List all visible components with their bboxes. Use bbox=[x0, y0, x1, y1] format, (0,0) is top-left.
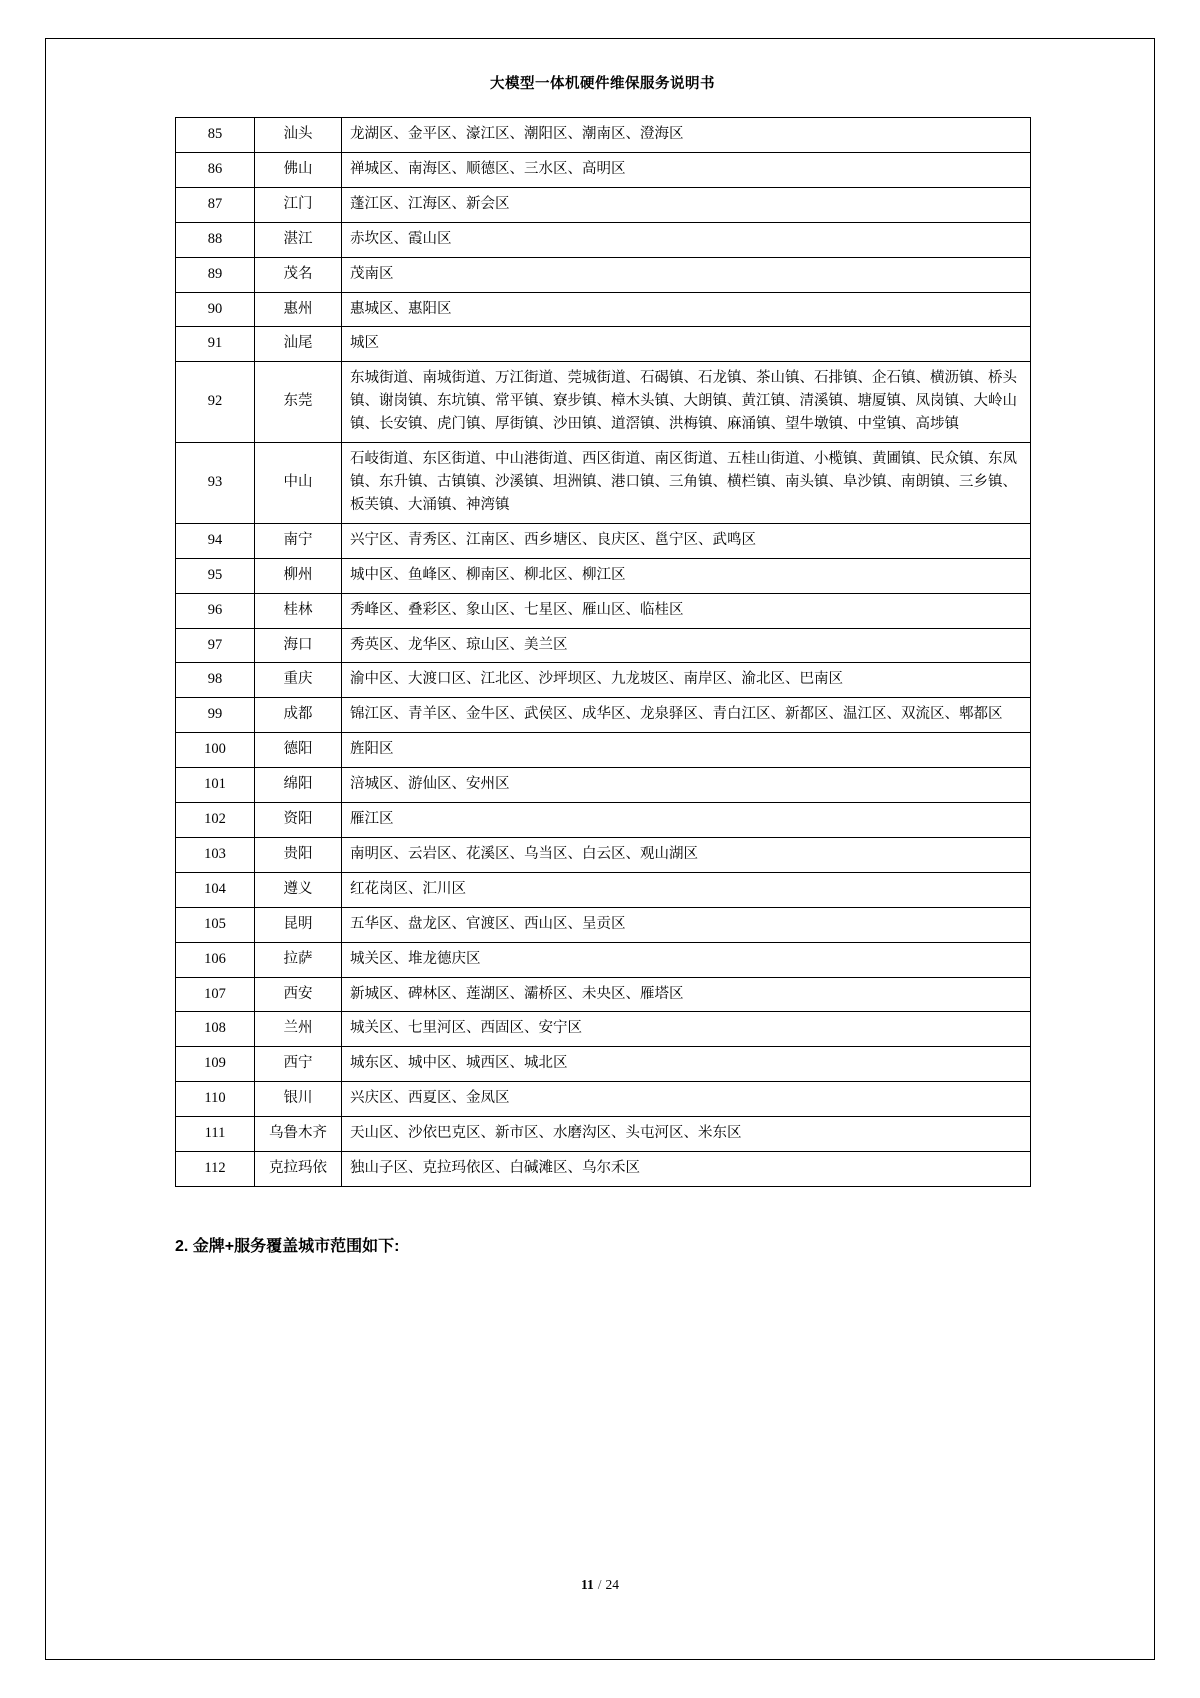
table-row bbox=[176, 1047, 1031, 1082]
row-areas: 东城街道、南城街道、万江街道、莞城街道、石碣镇、石龙镇、茶山镇、石排镇、企石镇、横沥镇、桥头镇、谢岗镇、东坑镇、常平镇、寮步镇、樟木头镇、大朗镇、黄江镇、清溪镇、塘厦镇、凤岗镇、大岭山镇、长安镇、虎门镇、厚街镇、沙田镇、道滘镇、洪梅镇、麻涌镇、望牛墩镇、中堂镇、高埗镇 bbox=[342, 362, 1031, 443]
row-areas: 兴庆区、西夏区、金凤区 bbox=[342, 1082, 1031, 1117]
row-index: 100 bbox=[176, 733, 255, 768]
row-index: 102 bbox=[176, 803, 255, 838]
row-areas: 城关区、七里河区、西固区、安宁区 bbox=[342, 1012, 1031, 1047]
row-areas: 五华区、盘龙区、官渡区、西山区、呈贡区 bbox=[342, 907, 1031, 942]
row-areas: 兴宁区、青秀区、江南区、西乡塘区、良庆区、邕宁区、武鸣区 bbox=[342, 523, 1031, 558]
page-content bbox=[175, 72, 1030, 1256]
row-city: 海口 bbox=[255, 628, 342, 663]
row-index: 93 bbox=[176, 443, 255, 524]
row-areas: 红花岗区、汇川区 bbox=[342, 872, 1031, 907]
table-row bbox=[176, 1012, 1031, 1047]
row-areas: 秀英区、龙华区、琼山区、美兰区 bbox=[342, 628, 1031, 663]
row-index: 106 bbox=[176, 942, 255, 977]
table-row bbox=[176, 1152, 1031, 1187]
table-row bbox=[176, 698, 1031, 733]
row-city: 遵义 bbox=[255, 872, 342, 907]
row-areas: 城关区、堆龙德庆区 bbox=[342, 942, 1031, 977]
row-areas: 石岐街道、东区街道、中山港街道、西区街道、南区街道、五桂山街道、小榄镇、黄圃镇、民众镇、东凤镇、东升镇、古镇镇、沙溪镇、坦洲镇、港口镇、三角镇、横栏镇、南头镇、阜沙镇、南朗镇、三乡镇、板芙镇、大涌镇、神湾镇 bbox=[342, 443, 1031, 524]
table-row bbox=[176, 327, 1031, 362]
table-row bbox=[176, 118, 1031, 153]
table-row bbox=[176, 872, 1031, 907]
table-row bbox=[176, 907, 1031, 942]
row-areas: 城东区、城中区、城西区、城北区 bbox=[342, 1047, 1031, 1082]
row-index: 90 bbox=[176, 292, 255, 327]
row-areas: 涪城区、游仙区、安州区 bbox=[342, 768, 1031, 803]
row-index: 89 bbox=[176, 257, 255, 292]
row-areas: 锦江区、青羊区、金牛区、武侯区、成华区、龙泉驿区、青白江区、新都区、温江区、双流区、郫都区 bbox=[342, 698, 1031, 733]
row-city-text: 乌鲁木齐 bbox=[269, 1124, 327, 1141]
document-header-title: 大模型一体机硬件维保服务说明书 bbox=[490, 76, 715, 92]
section-heading: 2. 金牌+服务覆盖城市范围如下: bbox=[175, 1238, 400, 1255]
table-row bbox=[176, 593, 1031, 628]
row-index: 111 bbox=[176, 1117, 255, 1152]
row-city: 贵阳 bbox=[255, 837, 342, 872]
row-city: 重庆 bbox=[255, 663, 342, 698]
row-city bbox=[255, 1152, 342, 1187]
row-city: 南宁 bbox=[255, 523, 342, 558]
table-row bbox=[176, 663, 1031, 698]
row-areas: 茂南区 bbox=[342, 257, 1031, 292]
table-row bbox=[176, 187, 1031, 222]
row-index: 92 bbox=[176, 362, 255, 443]
row-areas: 秀峰区、叠彩区、象山区、七星区、雁山区、临桂区 bbox=[342, 593, 1031, 628]
row-areas: 渝中区、大渡口区、江北区、沙坪坝区、九龙坡区、南岸区、渝北区、巴南区 bbox=[342, 663, 1031, 698]
row-index: 107 bbox=[176, 977, 255, 1012]
row-index: 101 bbox=[176, 768, 255, 803]
row-areas: 南明区、云岩区、花溪区、乌当区、白云区、观山湖区 bbox=[342, 837, 1031, 872]
row-index: 104 bbox=[176, 872, 255, 907]
page-number-total: 24 bbox=[605, 1577, 620, 1592]
table-row bbox=[176, 152, 1031, 187]
row-areas: 新城区、碑林区、莲湖区、灞桥区、未央区、雁塔区 bbox=[342, 977, 1031, 1012]
row-city: 桂林 bbox=[255, 593, 342, 628]
row-index: 94 bbox=[176, 523, 255, 558]
page-number-separator: / bbox=[597, 1577, 602, 1592]
page-footer bbox=[0, 1577, 1200, 1593]
row-city: 惠州 bbox=[255, 292, 342, 327]
row-city: 德阳 bbox=[255, 733, 342, 768]
row-city: 银川 bbox=[255, 1082, 342, 1117]
row-index: 98 bbox=[176, 663, 255, 698]
row-areas: 禅城区、南海区、顺德区、三水区、高明区 bbox=[342, 152, 1031, 187]
row-city-text: 克拉玛依 bbox=[269, 1159, 327, 1176]
row-index: 95 bbox=[176, 558, 255, 593]
row-index: 86 bbox=[176, 152, 255, 187]
row-city: 江门 bbox=[255, 187, 342, 222]
coverage-city-table bbox=[175, 117, 1031, 1187]
table-row bbox=[176, 443, 1031, 524]
row-city: 成都 bbox=[255, 698, 342, 733]
row-index: 112 bbox=[176, 1152, 255, 1187]
row-areas: 旌阳区 bbox=[342, 733, 1031, 768]
row-index: 88 bbox=[176, 222, 255, 257]
row-city: 中山 bbox=[255, 443, 342, 524]
row-city: 兰州 bbox=[255, 1012, 342, 1047]
table-row bbox=[176, 803, 1031, 838]
row-areas: 龙湖区、金平区、濠江区、潮阳区、潮南区、澄海区 bbox=[342, 118, 1031, 153]
table-row bbox=[176, 837, 1031, 872]
row-city: 绵阳 bbox=[255, 768, 342, 803]
row-index: 99 bbox=[176, 698, 255, 733]
row-city: 拉萨 bbox=[255, 942, 342, 977]
page-number-current: 11 bbox=[580, 1577, 594, 1592]
row-city: 资阳 bbox=[255, 803, 342, 838]
row-index: 91 bbox=[176, 327, 255, 362]
row-city: 柳州 bbox=[255, 558, 342, 593]
row-index: 96 bbox=[176, 593, 255, 628]
row-index: 103 bbox=[176, 837, 255, 872]
row-city: 西安 bbox=[255, 977, 342, 1012]
table-row bbox=[176, 768, 1031, 803]
table-row bbox=[176, 257, 1031, 292]
row-city: 西宁 bbox=[255, 1047, 342, 1082]
row-areas: 城区 bbox=[342, 327, 1031, 362]
table-row bbox=[176, 977, 1031, 1012]
row-areas: 惠城区、惠阳区 bbox=[342, 292, 1031, 327]
row-areas: 蓬江区、江海区、新会区 bbox=[342, 187, 1031, 222]
table-row bbox=[176, 733, 1031, 768]
row-city bbox=[255, 1117, 342, 1152]
row-city: 湛江 bbox=[255, 222, 342, 257]
table-row bbox=[176, 1117, 1031, 1152]
table-row bbox=[176, 628, 1031, 663]
table-row bbox=[176, 292, 1031, 327]
table-row bbox=[176, 942, 1031, 977]
row-city: 佛山 bbox=[255, 152, 342, 187]
row-areas: 赤坎区、霞山区 bbox=[342, 222, 1031, 257]
table-row bbox=[176, 362, 1031, 443]
row-index: 105 bbox=[176, 907, 255, 942]
table-body bbox=[176, 118, 1031, 1187]
table-row bbox=[176, 1082, 1031, 1117]
row-index: 97 bbox=[176, 628, 255, 663]
row-index: 87 bbox=[176, 187, 255, 222]
row-city: 茂名 bbox=[255, 257, 342, 292]
row-city: 汕头 bbox=[255, 118, 342, 153]
row-index: 108 bbox=[176, 1012, 255, 1047]
row-areas: 雁江区 bbox=[342, 803, 1031, 838]
row-city: 昆明 bbox=[255, 907, 342, 942]
row-city: 东莞 bbox=[255, 362, 342, 443]
row-areas: 天山区、沙依巴克区、新市区、水磨沟区、头屯河区、米东区 bbox=[342, 1117, 1031, 1152]
row-index: 110 bbox=[176, 1082, 255, 1117]
row-index: 109 bbox=[176, 1047, 255, 1082]
row-index: 85 bbox=[176, 118, 255, 153]
row-areas: 独山子区、克拉玛依区、白碱滩区、乌尔禾区 bbox=[342, 1152, 1031, 1187]
table-row bbox=[176, 222, 1031, 257]
row-city: 汕尾 bbox=[255, 327, 342, 362]
row-areas: 城中区、鱼峰区、柳南区、柳北区、柳江区 bbox=[342, 558, 1031, 593]
table-row bbox=[176, 558, 1031, 593]
table-row bbox=[176, 523, 1031, 558]
